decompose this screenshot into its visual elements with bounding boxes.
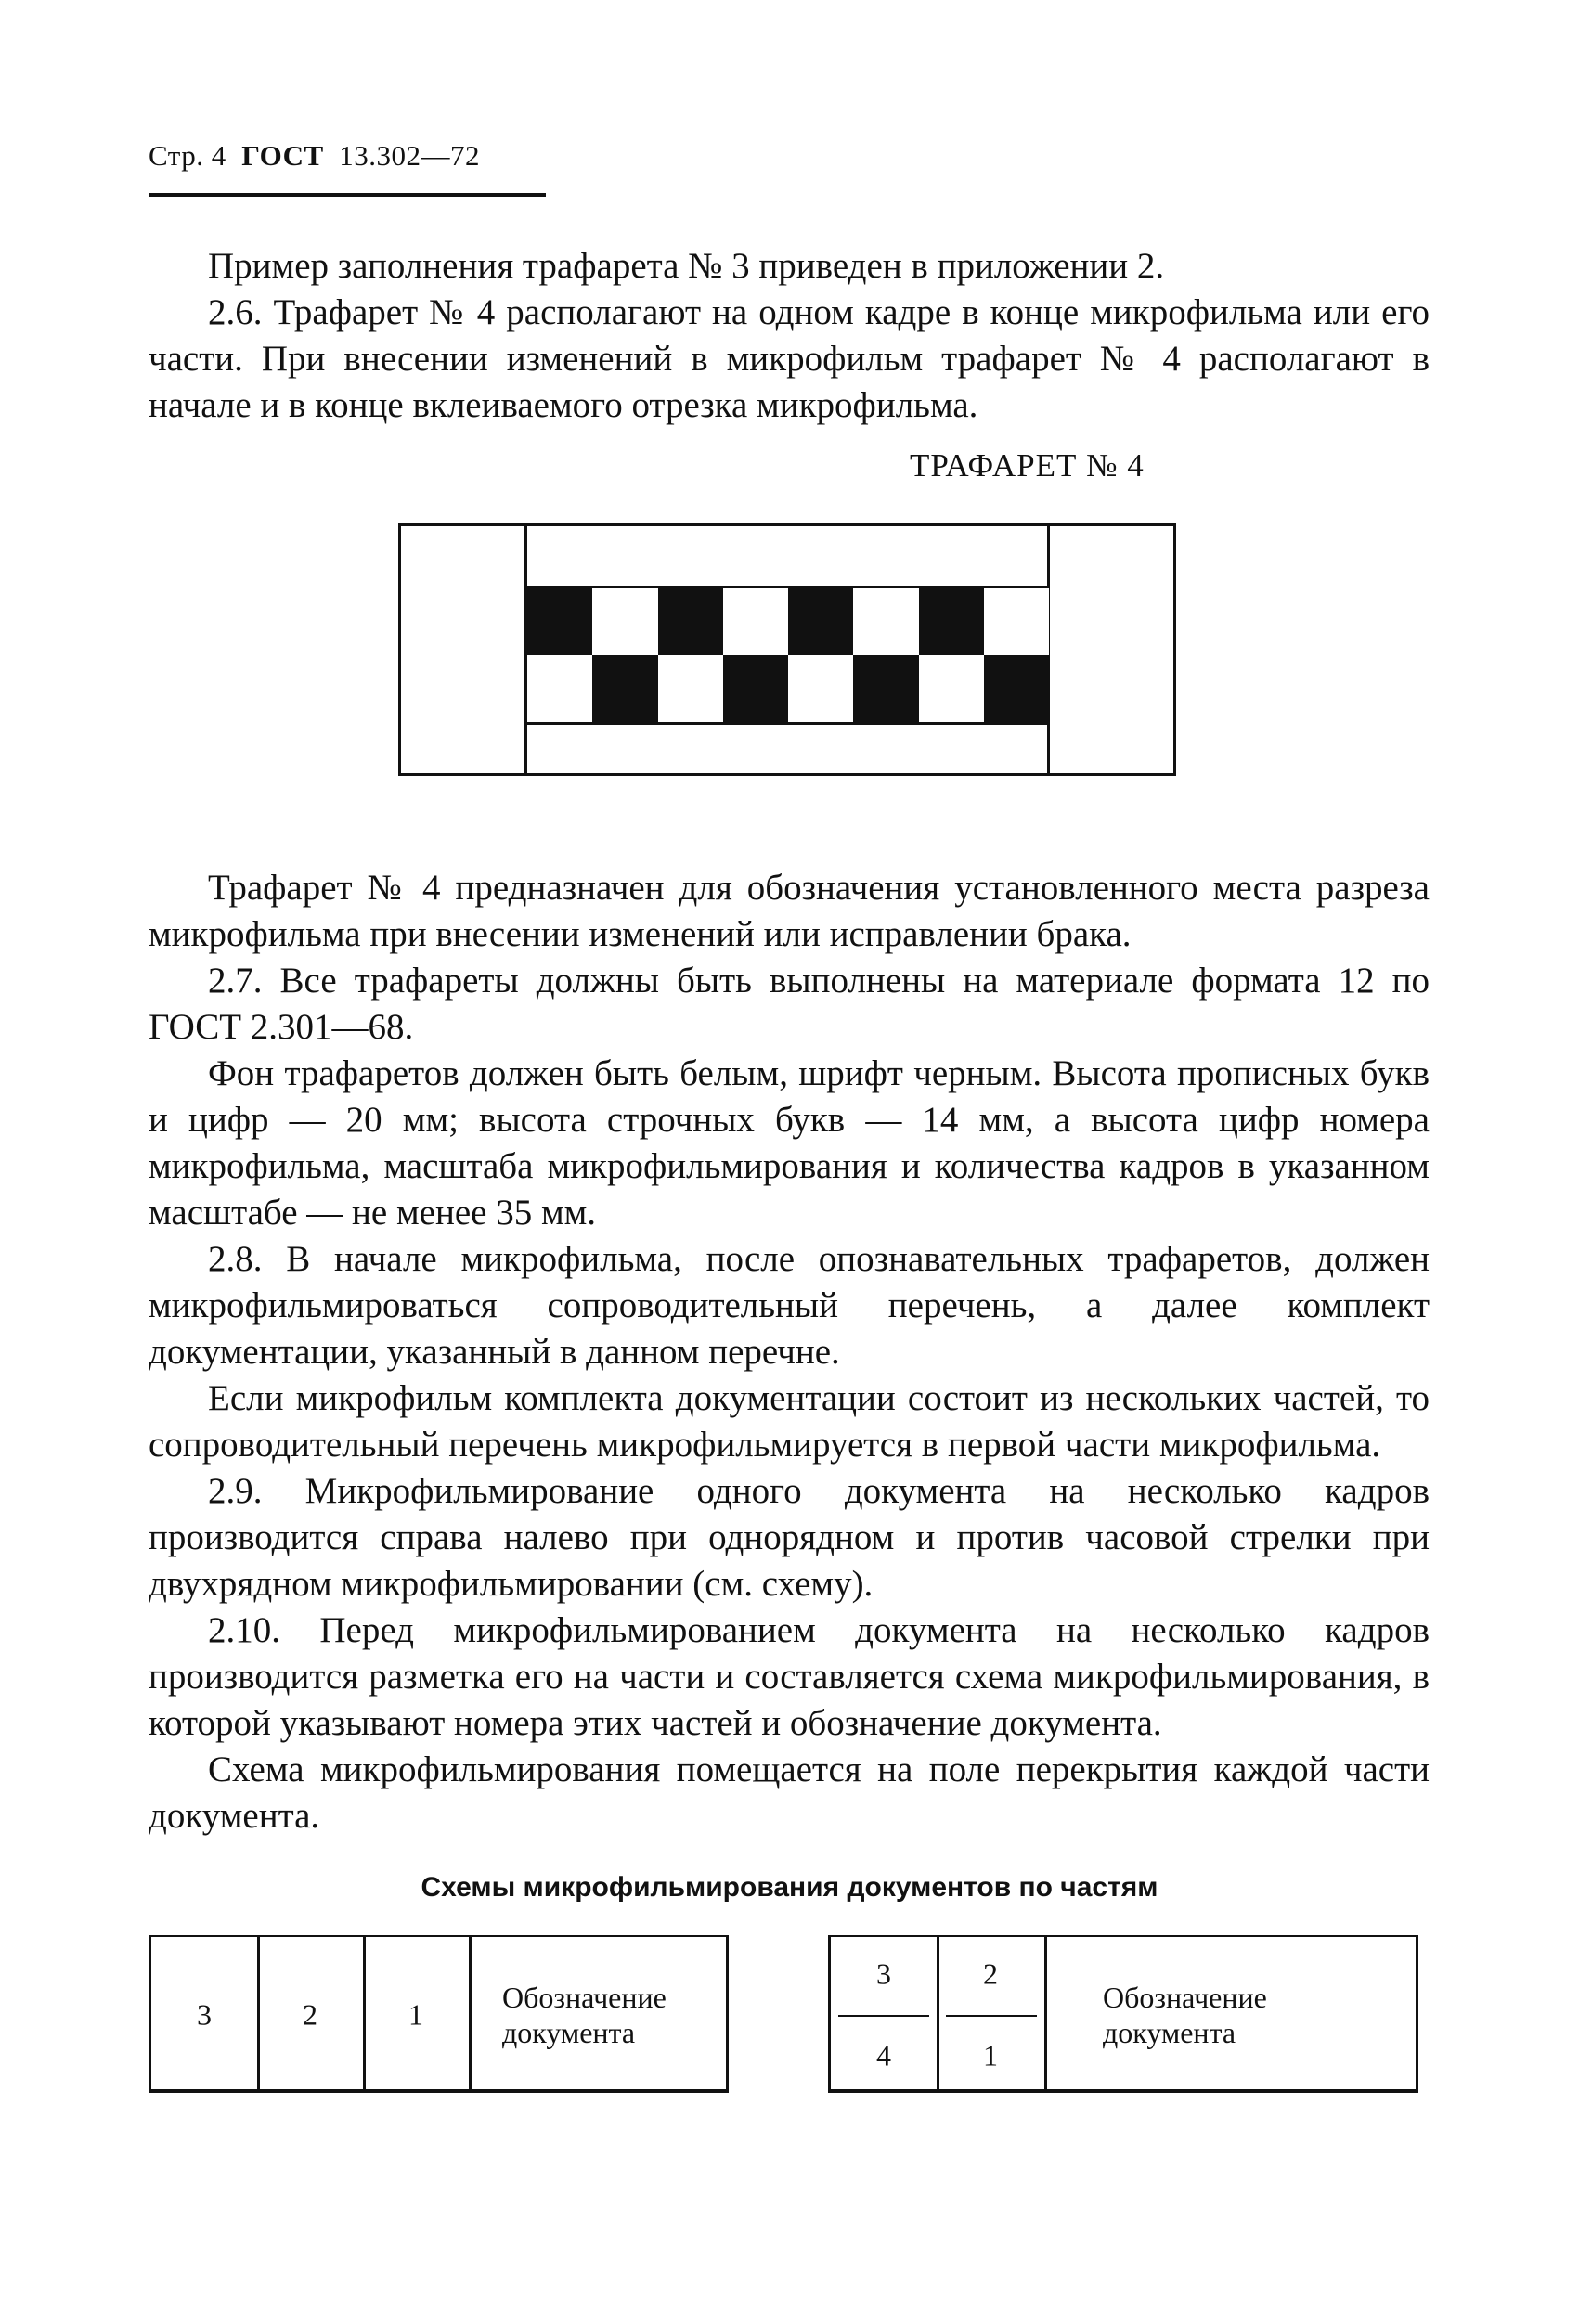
- black-square: [984, 655, 1049, 722]
- white-square: [853, 588, 918, 655]
- black-square: [658, 588, 723, 655]
- page-header: [149, 139, 480, 173]
- single-row-scheme: [149, 1935, 729, 2093]
- white-square: [527, 655, 592, 722]
- white-square: [723, 588, 788, 655]
- part-number: 3: [197, 1997, 212, 2032]
- paragraph: 2.10. Перед микрофильмированием документа на несколько кадров производится разметка его на части и составляется схема микрофильмирования, в которой указывают номера этих частей и обозначение документа.: [149, 1610, 1430, 1743]
- part-number: 1: [983, 2038, 998, 2072]
- stencil-4-figure: [398, 523, 1176, 776]
- black-square: [527, 588, 592, 655]
- paragraph: Фон трафаретов должен быть белым, шрифт черным. Высота прописных букв и цифр — 20 мм; высота строчных букв — 14 мм, а высота цифр номера микрофильма, масштаба микрофильмирования и количества кадров в указанном масштабе — не менее 35 мм.: [149, 1053, 1430, 1233]
- white-square: [919, 655, 984, 722]
- part-number: 2: [983, 1956, 998, 1991]
- paragraph: Если микрофильм комплекта документации состоит из нескольких частей, то сопроводительный перечень микрофильмируется в первой части микрофильма.: [149, 1378, 1430, 1465]
- row-divider: [946, 2015, 1037, 2017]
- page-label: Стр. 4: [149, 139, 226, 172]
- white-square: [592, 588, 657, 655]
- document-designation-label: Обозначение документа: [1103, 1981, 1267, 2049]
- standard-number: 13.302—72: [339, 139, 480, 172]
- paragraph: Трафарет № 4 предназначен для обозначения установленного места разреза микрофильма при внесении изменений или исправлении брака.: [149, 868, 1430, 954]
- body-text: [149, 865, 1430, 1840]
- document-designation-label: Обозначение документа: [502, 1981, 667, 2049]
- header-rule: [149, 193, 546, 197]
- black-square: [919, 588, 984, 655]
- paragraph: 2.9. Микрофильмирование одного документа на несколько кадров производится справа налево при однорядном и против часовой стрелки при двухрядном микрофильмировании (см. схему).: [149, 1471, 1430, 1604]
- intro-text: [149, 243, 1430, 429]
- part-number: 1: [408, 1997, 423, 2032]
- paragraph: 2.7. Все трафареты должны быть выполнены на материале формата 12 по ГОСТ 2.301—68.: [149, 961, 1430, 1047]
- part-number: 3: [876, 1956, 891, 1991]
- double-row-scheme: [828, 1935, 1418, 2093]
- cell-divider: [257, 1937, 260, 2089]
- part-number: 2: [303, 1997, 317, 2032]
- paragraph: Схема микрофильмирования помещается на поле перекрытия каждой части документа.: [149, 1749, 1430, 1836]
- checker-pattern: [527, 586, 1049, 725]
- black-square: [723, 655, 788, 722]
- cell-divider: [937, 1937, 939, 2089]
- paragraph: Пример заполнения трафарета № 3 приведен в приложении 2.: [208, 246, 1165, 286]
- black-square: [853, 655, 918, 722]
- row-divider: [838, 2015, 929, 2017]
- standard-label: ГОСТ: [241, 139, 324, 172]
- part-number: 4: [876, 2038, 891, 2072]
- paragraph: 2.6. Трафарет № 4 располагают на одном кадре в конце микрофильма или его части. При внесении изменений в микрофильм трафарет № 4 располагают в начале и в конце вклеиваемого отрезка микрофильма.: [149, 292, 1430, 425]
- schemes-title: Схемы микрофильмирования документов по частям: [421, 1872, 1158, 1903]
- black-square: [788, 588, 853, 655]
- white-square: [788, 655, 853, 722]
- stencil-caption: ТРАФАРЕТ № 4: [910, 447, 1145, 484]
- white-square: [658, 655, 723, 722]
- cell-divider: [1044, 1937, 1047, 2089]
- white-square: [984, 588, 1049, 655]
- cell-divider: [363, 1937, 366, 2089]
- paragraph: 2.8. В начале микрофильма, после опознавательных трафаретов, должен микрофильмироваться сопроводительный перечень, а далее комплект документации, указанный в данном перечне.: [149, 1239, 1430, 1372]
- cell-divider: [469, 1937, 472, 2089]
- black-square: [592, 655, 657, 722]
